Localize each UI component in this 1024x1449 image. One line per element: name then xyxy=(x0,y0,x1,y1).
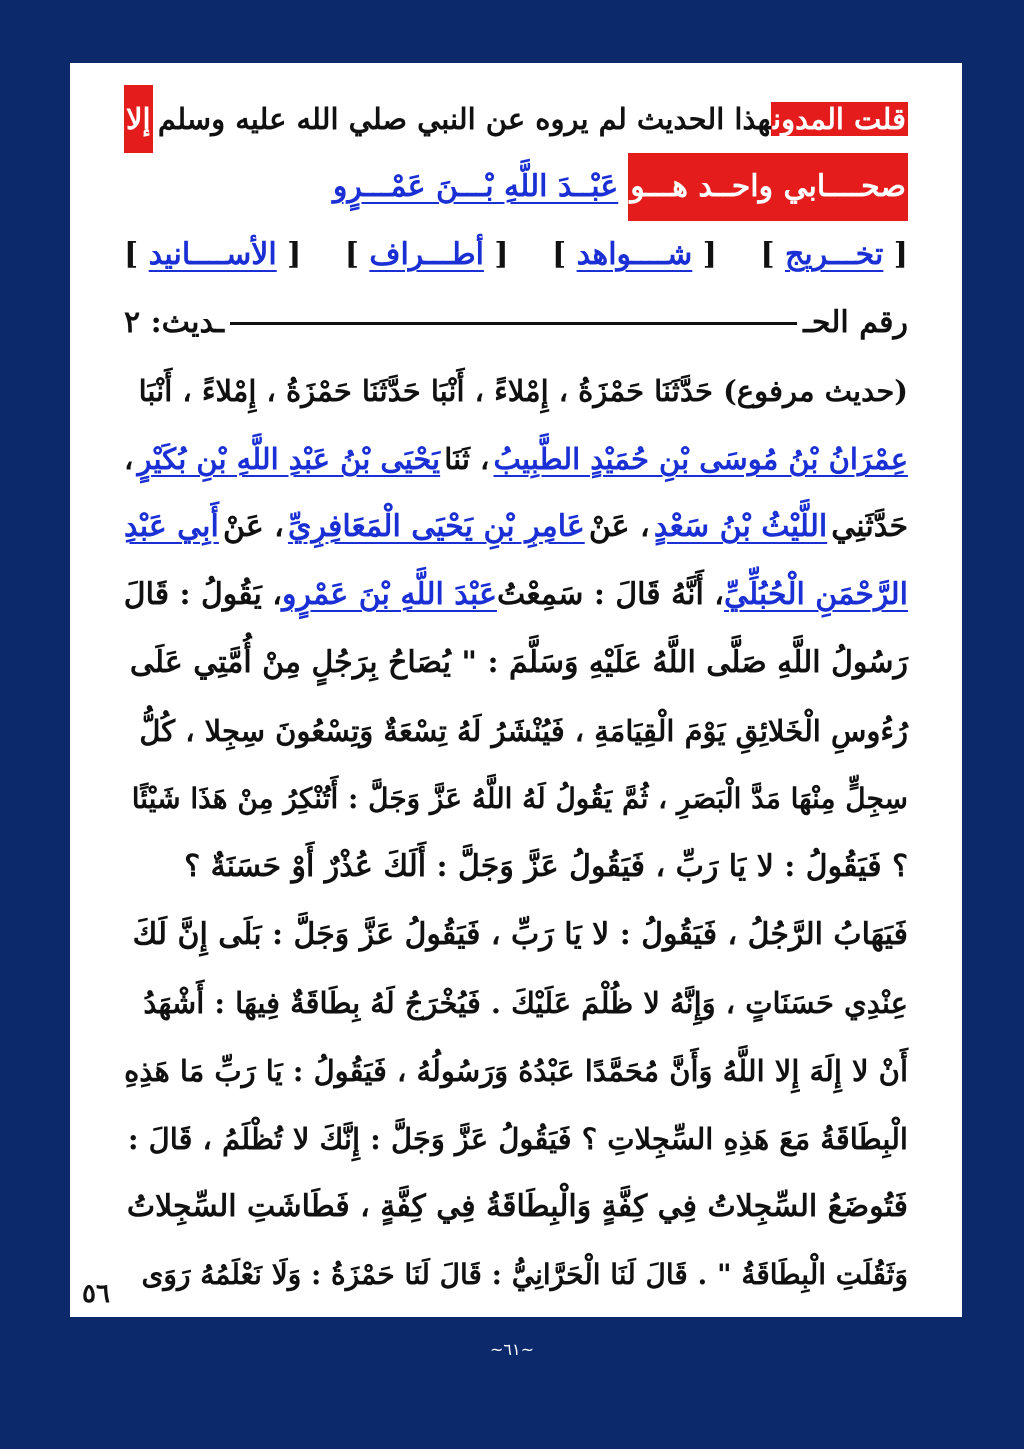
narrator-link-abi-abd[interactable]: أَبِي عَبْدِ xyxy=(124,509,219,544)
body-text: أَنْ لا إِلَهَ إِلا اللَّهُ وَأَنَّ مُحَمَّدًا عَبْدُهُ وَرَسُولُهُ ، فَيَقُولُ : يَا رَبِّ مَا هَذِهِ xyxy=(124,1054,908,1088)
body-text: ، ثَنَا xyxy=(444,442,490,476)
body-text: ، أَنَّهُ قَالَ : سَمِعْتُ xyxy=(496,577,724,612)
header-line-2 xyxy=(124,153,908,221)
hadith-number-label-a: رقم الحـ xyxy=(803,305,908,340)
body-text: رُءُوسِ الْخَلائِقِ يَوْمَ الْقِيَامَةِ ، فَيُنْشَرُ لَهُ تِسْعَةٌ وَتِسْعُونَ سِجِلا ، كُلُّ xyxy=(139,714,908,748)
companion-name-link[interactable]: عَبْــدَ اللَّهِ بْـــنَ عَمْـــرٍو xyxy=(332,169,619,204)
body-text: عِنْدِي حَسَنَاتٍ ، وَإِنَّهُ لا ظُلْمَ عَلَيْكَ . فَيُخْرَجُ لَهُ بِطَاقَةٌ فِيهَا : أَشْهَدُ xyxy=(143,986,908,1020)
nav-links: [ تخـــريج ] [ شــــواهد ] [ أطـــراف ] [ الأســــانيد ] xyxy=(124,237,908,272)
document-page xyxy=(70,63,962,1317)
header-line-1 xyxy=(124,85,908,153)
body-line-12 xyxy=(124,1105,908,1173)
asanid-link[interactable]: الأســــانيد xyxy=(148,237,277,272)
page-number: ٥٦ xyxy=(82,1279,110,1309)
body-text: ، عَنْ xyxy=(588,509,650,544)
companion-label: صحــــابي واحــد هـــو xyxy=(628,153,908,221)
shawahid-link[interactable]: شــــواهد xyxy=(576,237,693,272)
body-text: ، عَنْ xyxy=(222,509,284,544)
document-text xyxy=(124,85,908,1309)
narrator-link-amir[interactable]: عَامِرِ بْنِ يَحْيَى الْمَعَافِرِيِّ xyxy=(287,509,585,544)
narrator-link-hubuli[interactable]: الرَّحْمَنِ الْحُبُلِّيِّ xyxy=(723,577,908,612)
body-line-1 xyxy=(124,357,908,425)
body-text: ؟ فَيَقُولُ : لا يَا رَبِّ ، فَيَقُولُ عَزَّ وَجَلَّ : أَلَكَ عُذْرٌ أَوْ حَسَنَةٌ ؟ xyxy=(184,849,908,884)
editor-note-except: إلا xyxy=(124,85,153,153)
body-text: ، يَقُولُ : قَالَ xyxy=(123,577,282,612)
body-line-5 xyxy=(124,629,908,697)
body-line-14 xyxy=(124,1241,908,1309)
narrator-link-yahya[interactable]: يَحْيَى بْنُ عَبْدِ اللَّهِ بْنِ بُكَيْرٍ xyxy=(137,442,441,476)
narrator-link-layth[interactable]: اللَّيْثُ بْنُ سَعْدٍ xyxy=(653,509,828,544)
body-line-3 xyxy=(124,493,908,561)
takhrij-link[interactable]: تخـــريج xyxy=(785,237,884,272)
body-text: فَيَهَابُ الرَّجُلُ ، فَيَقُولُ : لا يَا رَبِّ ، فَيَقُولُ عَزَّ وَجَلَّ : بَلَى إِنَّ لَكَ xyxy=(132,917,908,952)
narrator-link-imran[interactable]: عِمْرَانُ بْنُ مُوسَى بْنِ حُمَيْدٍ الطَّبِيبُ xyxy=(493,442,908,476)
body-line-8 xyxy=(124,833,908,901)
body-text: الْبِطَاقَةُ مَعَ هَذِهِ السِّجِلاتِ ؟ فَيَقُولُ عَزَّ وَجَلَّ : إِنَّكَ لا تُظْلَمُ ، قَالَ : xyxy=(127,1122,908,1156)
body-line-11 xyxy=(124,1037,908,1105)
body-text: وَثَقُلَتِ الْبِطَاقَةُ " . قَالَ لَنَا الْحَرَّانِيُّ : قَالَ لَنَا حَمْزَةُ : وَلَا نَعْلَمُهُ رَوَى xyxy=(141,1258,908,1291)
editor-note-text: هذا الحديث لم يروه عن النبي صلي الله عليه وسلم xyxy=(157,102,771,136)
hadith-number-line xyxy=(124,289,908,357)
narrator-link-abdullah-amr[interactable]: عَبْدَ اللَّهِ بْنَ عَمْرٍو xyxy=(281,577,497,612)
body-line-10 xyxy=(124,969,908,1037)
body-text: رَسُولُ اللَّهِ صَلَّى اللَّهُ عَلَيْهِ وَسَلَّمَ : " يُصَاحُ بِرَجُلٍ مِنْ أُمَّتِي عَلَى xyxy=(129,645,908,680)
body-line-9 xyxy=(124,901,908,969)
body-line-13 xyxy=(124,1173,908,1241)
body-line-4 xyxy=(124,561,908,629)
footer-page-number: ~٦١~ xyxy=(490,1340,534,1359)
body-text: فَتُوضَعُ السِّجِلاتُ فِي كِفَّةٍ وَالْبِطَاقَةُ فِي كِفَّةٍ ، فَطَاشَتِ السِّجِلاتُ xyxy=(126,1189,908,1224)
body-text: (حديث مرفوع) حَدَّثَنَا حَمْزَةُ ، إِمْلاءً ، أَنْبَا حَدَّثَنَا حَمْزَةُ ، إِمْلاءً ، أَنْبَا xyxy=(138,374,908,408)
kashida-rule xyxy=(230,322,797,325)
hadith-number-label-b: ـديث: xyxy=(150,305,224,340)
body-line-6 xyxy=(124,697,908,765)
body-line-7 xyxy=(124,765,908,833)
body-text: ، xyxy=(124,442,134,476)
body-text: سِجِلٍّ مِنْهَا مَدَّ الْبَصَرِ ، ثُمَّ يَقُولُ لَهُ اللَّهُ عَزَّ وَجَلَّ : أَتُنْكِرُ مِنْ هَذَا شَيْئًا xyxy=(131,782,908,815)
body-line-2 xyxy=(124,425,908,493)
body-text: حَدَّثَنِي xyxy=(831,509,908,544)
hadith-number: ٢ xyxy=(124,305,141,340)
editor-note-label: قلت المدون xyxy=(773,102,906,136)
atraf-link[interactable]: أطـــراف xyxy=(369,237,484,272)
